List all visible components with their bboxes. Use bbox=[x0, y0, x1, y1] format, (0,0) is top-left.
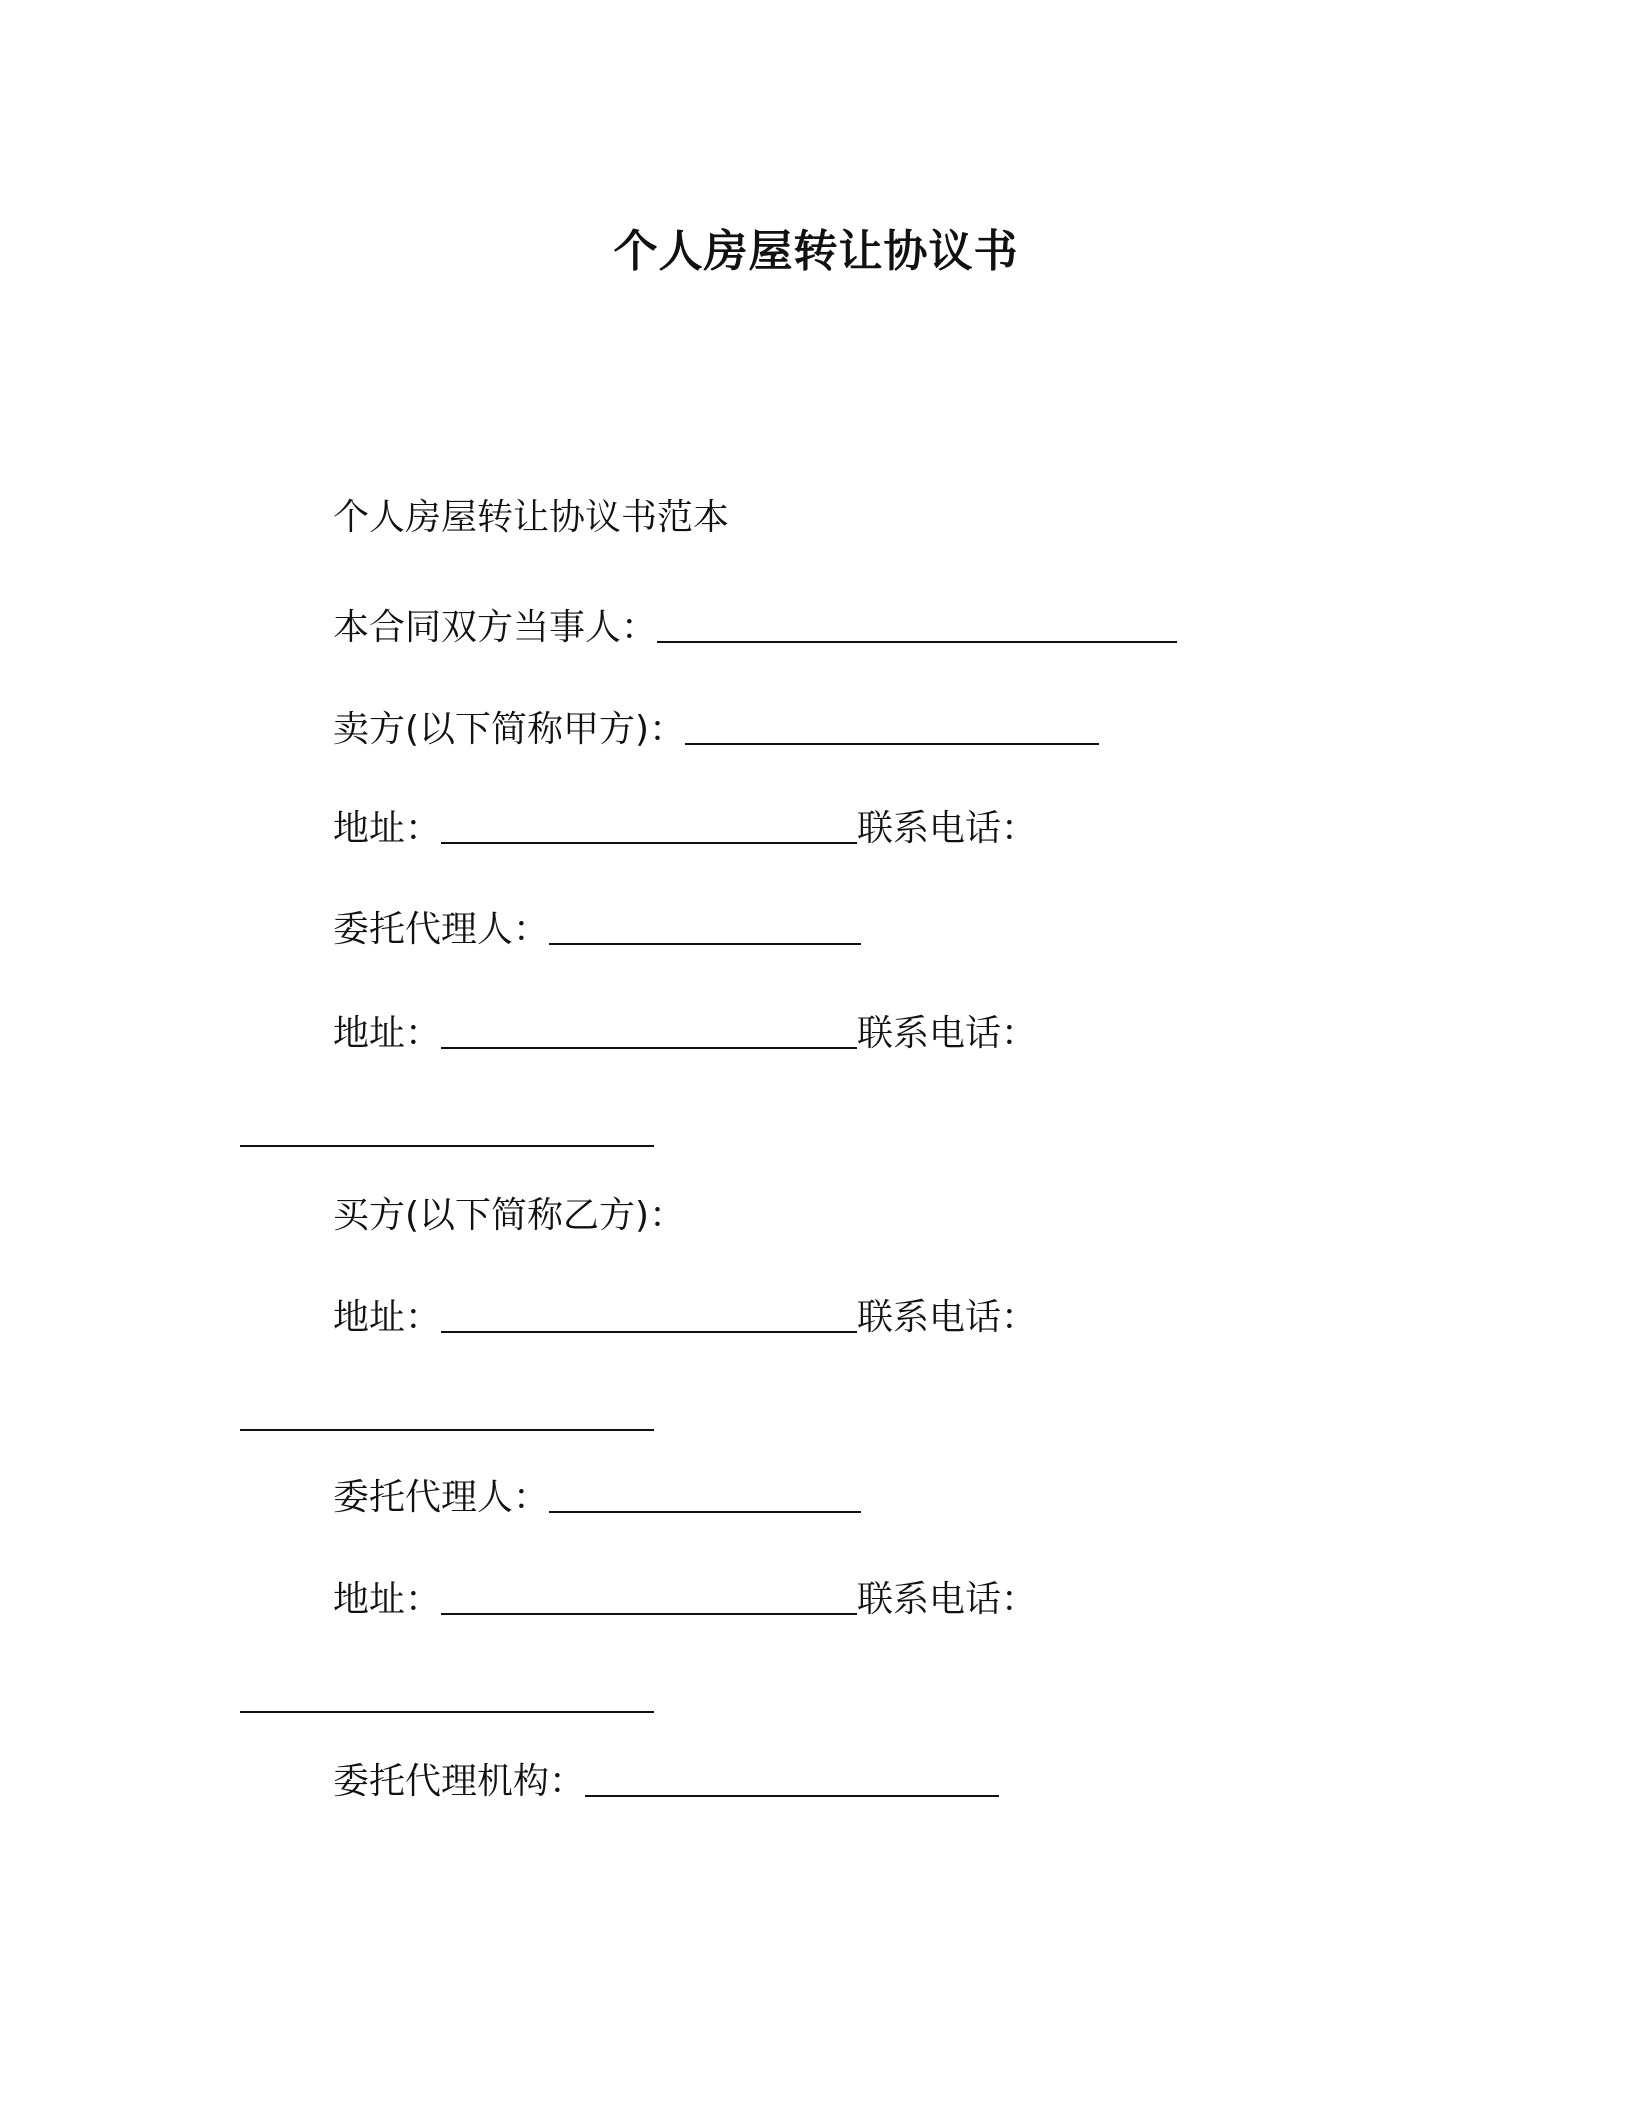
seller-agent-address-line bbox=[333, 1010, 1037, 1058]
seller-address-label: 地址： bbox=[333, 808, 442, 849]
document-title: 个人房屋转让协议书 bbox=[613, 226, 1019, 277]
buyer-agent-phone-line bbox=[240, 1674, 654, 1722]
buyer-agent-address-label: 地址： bbox=[333, 1579, 442, 1620]
parties-blank[interactable] bbox=[657, 640, 1177, 643]
buyer-address-blank[interactable] bbox=[441, 1330, 857, 1333]
seller-agent-blank[interactable] bbox=[549, 942, 861, 945]
seller-phone-label: 联系电话： bbox=[857, 808, 1038, 849]
buyer-agent-phone-label: 联系电话： bbox=[857, 1579, 1038, 1620]
buyer-label: 买方(以下简称乙方)： bbox=[333, 1195, 686, 1236]
seller-blank[interactable] bbox=[685, 742, 1099, 745]
seller-line bbox=[333, 706, 1099, 754]
buyer-address-line bbox=[333, 1294, 1037, 1342]
seller-agent-phone-line bbox=[240, 1108, 654, 1156]
seller-agent-phone-blank[interactable] bbox=[240, 1144, 654, 1147]
parties-line bbox=[333, 604, 1177, 652]
seller-agent-line bbox=[333, 906, 861, 954]
buyer-agent-label: 委托代理人： bbox=[333, 1477, 550, 1518]
buyer-address-label: 地址： bbox=[333, 1297, 442, 1338]
agency-line bbox=[333, 1758, 999, 1806]
buyer-phone-line bbox=[240, 1392, 654, 1440]
seller-agent-label: 委托代理人： bbox=[333, 909, 550, 950]
buyer-agent-blank[interactable] bbox=[549, 1510, 861, 1513]
document-subtitle bbox=[333, 494, 729, 542]
buyer-agent-address-blank[interactable] bbox=[441, 1612, 857, 1615]
parties-label: 本合同双方当事人： bbox=[333, 607, 658, 648]
agency-label: 委托代理机构： bbox=[333, 1761, 586, 1802]
subtitle-text: 个人房屋转让协议书范本 bbox=[333, 497, 730, 538]
buyer-agent-line bbox=[333, 1474, 861, 1522]
buyer-phone-blank[interactable] bbox=[240, 1428, 654, 1431]
agency-blank[interactable] bbox=[585, 1794, 999, 1797]
buyer-phone-label: 联系电话： bbox=[857, 1297, 1038, 1338]
buyer-agent-phone-blank[interactable] bbox=[240, 1710, 654, 1713]
buyer-agent-address-line bbox=[333, 1576, 1037, 1624]
seller-address-blank[interactable] bbox=[441, 841, 857, 844]
buyer-line bbox=[333, 1192, 685, 1240]
seller-agent-address-blank[interactable] bbox=[441, 1046, 857, 1049]
seller-address-line bbox=[333, 805, 1037, 853]
seller-label: 卖方(以下简称甲方)： bbox=[333, 709, 686, 750]
seller-agent-phone-label: 联系电话： bbox=[857, 1013, 1038, 1054]
seller-agent-address-label: 地址： bbox=[333, 1013, 442, 1054]
